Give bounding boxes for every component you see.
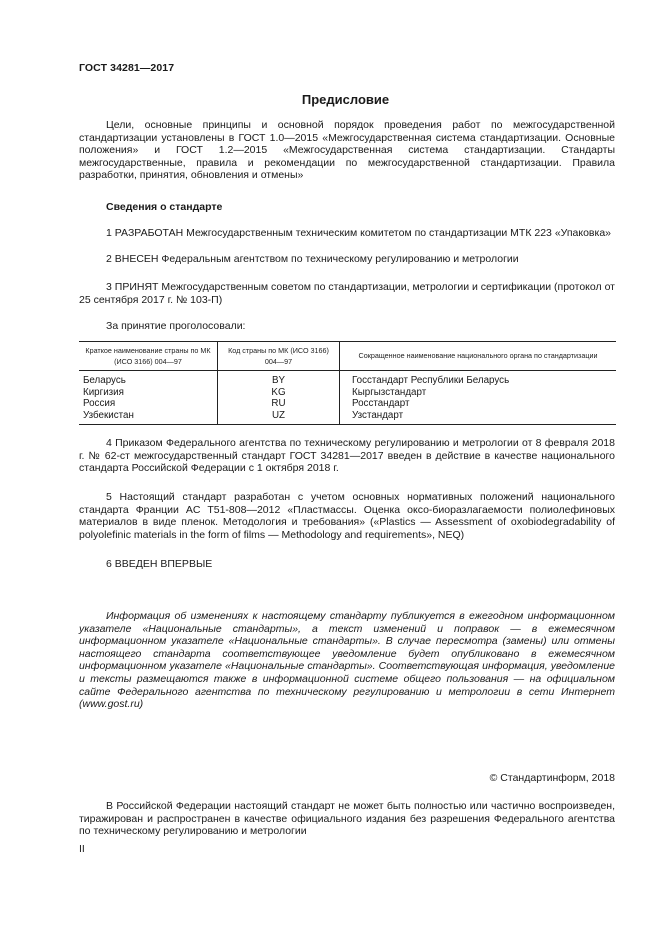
voting-table [79, 341, 616, 425]
amendments-notice: Информация об изменениях к настоящему стандарту публикуется в ежегодном информационном указателе «Национальные стандарты», а текст изменений и поправок — в ежемесячном информационном указателе «Национальные стандарты». В случае пересмотра (замены) или отмены настоящего стандарта соответствующее уведомление будет опубликовано в ежемесячном информационном указателе «Национальные стандарты». Соответствующая информация, уведомление и тексты размещаются также в информационной системе общего пользования — на официальном сайте Федерального агентства по техническому регулированию и метрологии в сети Интернет (www.gost.ru) [79, 610, 615, 711]
voted-label: За принятие проголосовали: [106, 320, 246, 332]
preface-title: Предисловие [301, 92, 390, 107]
copyright: © Стандартинформ, 2018 [489, 772, 615, 784]
country-code: UZ [218, 410, 340, 425]
country-code: KG [218, 387, 340, 399]
standards-body: Кыргызстандарт [352, 386, 427, 398]
document-code: ГОСТ 34281—2017 [79, 62, 175, 74]
standards-body: Госстандарт Республики Беларусь [352, 375, 510, 386]
standards-body: Узстандарт [340, 410, 617, 425]
table-row [79, 387, 616, 399]
info-item-2: 2 ВНЕСЕН Федеральным агентством по техническому регулированию и метрологии [106, 253, 519, 265]
table-row [79, 410, 616, 425]
info-item-5: 5 Настоящий стандарт разработан с учетом основных нормативных положений национального стандарта Франции AC T51-808—2012 «Пластмассы. Оценка оксо-биоразлагаемости полиолефиновых материалов в виде пленок. Методология и требования» («Plastics — Assessment of oxobiodegradability of polyolefinic materials in the form of films — Methodology and requirements», NEQ) [79, 491, 615, 541]
standards-body: Росстандарт [352, 398, 410, 410]
country-name: Киргизия [79, 387, 218, 399]
reproduction-rights: В Российской Федерации настоящий стандарт не может быть полностью или частично воспроизведен, тиражирован и распространен в качестве официального издания без разрешения Федерального агентства по техническому регулированию и метрологии [79, 800, 615, 838]
column-header-code: Код страны по МК (ИСО 3166) 004—97 [218, 342, 340, 371]
country-name: Россия [79, 398, 218, 410]
country-name: Узбекистан [79, 410, 218, 425]
country-name: Беларусь [79, 371, 218, 387]
column-header-country: Краткое наименование страны по МК (ИСО 3166) 004—97 [79, 342, 218, 371]
country-code: RU [218, 398, 340, 410]
preface-intro: Цели, основные принципы и основной порядок проведения работ по межгосударственной стандартизации установлены в ГОСТ 1.0—2015 «Межгосударственная система стандартизации. Основные положения» и ГОСТ 1.2—2015 «Межгосударственная система стандартизации. Стандарты межгосударственные, правила и рекомендации по межгосударственной стандартизации. Правила разработки, принятия, обновления и отмены» [79, 119, 615, 182]
info-item-1: 1 РАЗРАБОТАН Межгосударственным техническим комитетом по стандартизации МТК 223 «Упаковка» [106, 227, 612, 239]
info-item-3: 3 ПРИНЯТ Межгосударственным советом по стандартизации, метрологии и сертификации (протокол от 25 сентября 2017 г. № 103-П) [79, 281, 615, 306]
country-code: BY [218, 371, 340, 387]
info-item-4: 4 Приказом Федерального агентства по техническому регулированию и метрологии от 8 февраля 2018 г. № 62-ст межгосударственный стандарт ГОСТ 34281—2017 введен в действие в качестве национального стандарта Российской Федерации с 1 октября 2018 г. [79, 437, 615, 475]
table-row [79, 398, 616, 410]
standard-info-heading: Сведения о стандарте [106, 201, 223, 213]
page-number: II [79, 843, 85, 855]
column-header-body: Сокращенное наименование национального органа по стандартизации [340, 342, 617, 371]
info-item-6: 6 ВВЕДЕН ВПЕРВЫЕ [106, 558, 213, 570]
voting-table-header [79, 342, 616, 371]
table-row [79, 371, 616, 387]
